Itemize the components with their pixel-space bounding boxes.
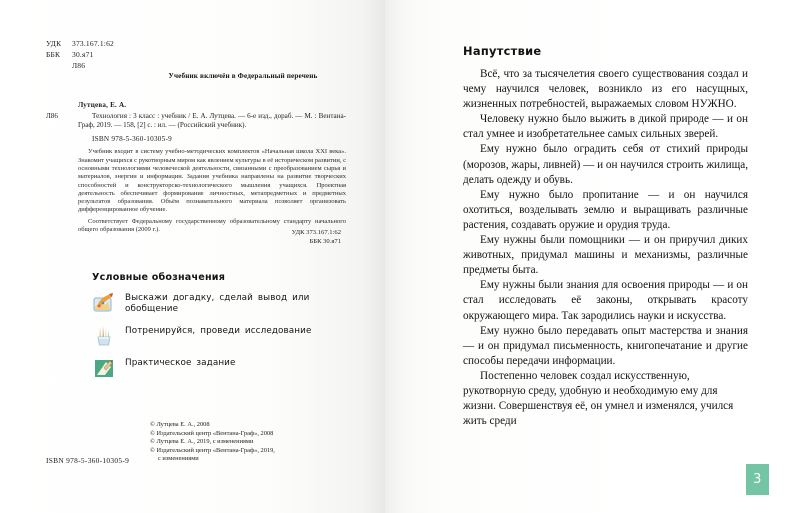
annotation-paragraph: Соответствует Федеральному государственному образовательному стандарту начального общего образования (2009 г.). bbox=[78, 217, 346, 234]
shelf-code-row bbox=[46, 60, 114, 71]
body-paragraph: Постепенно человек создал искусственную, рукотворную среду, удобную и необходимую ему для жизни. Совершенствуя её, он умнел и изменялся, учился жить среди bbox=[463, 369, 734, 428]
classification-codes bbox=[46, 38, 114, 71]
classification-codes-repeat bbox=[292, 228, 341, 246]
body-paragraph: Ему нужно было пропитание — и он научился охотиться, возделывать землю и выращивать различные растения, создавать оружие и орудия труда. bbox=[463, 188, 748, 231]
body-paragraph: Ему нужно было оградить себя от стихий природы (морозов, жары, ливней) — и он научился строить жилища, делать одежду и обувь. bbox=[463, 143, 748, 186]
isbn-bottom: ISBN 978-5-360-10305-9 bbox=[46, 456, 130, 465]
legend-item bbox=[92, 357, 362, 380]
bibliographic-description-text: Технология : 3 класс : учебник / Е. А. Лутцева. — 6-е изд., дораб. — М. : Вентана-Граф, 2019. — 158, [2] с. : ил. — (Российский учебник). bbox=[78, 111, 346, 130]
body-paragraph: Ему нужно было передавать опыт мастерства и знания — и он придумал письменность, книгопечатание и другие способы передачи информации. bbox=[463, 324, 748, 367]
annotation-paragraph: Учебник входит в систему учебно-методических комплектов «Начальная школа XXI века». Знакомит учащихся с рукотворным миром как явлением культуры в её историческом развитии, с основными технологиями человеческой деятельности, связанными с преобразованием сырья и материалов, энергии и информации. Задания учебника направлены на развитие творческих способностей и конструкторско-технологического мышления учащихся. Проектная деятельность обеспечивает формирование личностных, метапредметных и предметных результатов образования. Объём познавательного материала позволяет организовать дифференцированное обучение. bbox=[78, 148, 346, 214]
shelf-code-value: Л86 bbox=[72, 61, 86, 70]
bbk-code-row bbox=[46, 49, 114, 60]
udk-value: 373.167.1:62 bbox=[72, 39, 114, 48]
annotation-block bbox=[78, 148, 346, 234]
copyright-line: © Издательский центр «Вентана-Граф», 2008 bbox=[150, 429, 274, 437]
legend-item bbox=[92, 292, 362, 316]
copyright-line: © Лутцева Е. А., 2008 bbox=[150, 421, 210, 428]
foreword-body bbox=[463, 67, 748, 429]
practical-task-icon bbox=[92, 356, 116, 380]
legend-title: Условные обозначения bbox=[92, 272, 226, 283]
udk-label: УДК bbox=[46, 39, 62, 48]
bibliographic-description bbox=[78, 112, 346, 131]
isbn-line: ISBN 978-5-360-10305-9 bbox=[92, 134, 172, 143]
copyright-block bbox=[150, 421, 275, 464]
bbk-label: ББК bbox=[46, 50, 61, 59]
body-paragraph: Человеку нужно было выжить в дикой природе — и он стал умнее и изобретательнее самых сильных зверей. bbox=[463, 113, 748, 141]
bbk-code-repeat: ББК 30.я71 bbox=[309, 238, 341, 245]
body-paragraph: Ему нужны были знания для освоения природы — и он стал исследовать её законы, открывать красоту окружающего мира. Так зародились науки и искусства. bbox=[463, 279, 748, 322]
brushes-cup-icon bbox=[92, 324, 116, 348]
shelf-mark: Л86 bbox=[46, 111, 58, 120]
body-paragraph: Всё, что за тысячелетия своего существования создал и чему научился человек, возникло из его насущных, жизненных потребностей, выражаемых словом НУЖНО. bbox=[463, 68, 748, 111]
foreword-section bbox=[463, 44, 748, 429]
udk-code-repeat: УДК 373.167.1:62 bbox=[291, 229, 341, 236]
udk-code-row bbox=[46, 38, 114, 49]
right-page bbox=[385, 0, 800, 513]
bibliographic-block bbox=[46, 101, 346, 237]
bibliographic-description-row bbox=[46, 112, 346, 131]
legend-item-label: Потренируйся, проведи исследование bbox=[125, 325, 312, 336]
federal-list-note: Учебник включён в Федеральный перечень bbox=[168, 72, 318, 80]
legend-item bbox=[92, 325, 362, 348]
page-number-badge: 3 bbox=[746, 464, 769, 495]
legend-item-label: Выскажи догадку, сделай вывод или обобщение bbox=[125, 293, 310, 315]
legend-item-label: Практическое задание bbox=[125, 357, 236, 368]
left-page bbox=[0, 0, 385, 513]
bbk-value: 30.я71 bbox=[72, 50, 94, 59]
copyright-line: с изменениями bbox=[158, 455, 199, 463]
legend-section bbox=[92, 272, 362, 389]
author-name: Лутцева, Е. А. bbox=[78, 101, 127, 109]
page-title: Напутствие bbox=[463, 44, 542, 58]
body-paragraph: Ему нужны были помощники — и он приручил диких животных, придумал машины и механизмы, различные предметы быта. bbox=[463, 234, 748, 277]
copyright-line: © Издательский центр «Вентана-Граф», 2019, bbox=[150, 446, 275, 454]
copyright-line: © Лутцева Е. А., 2019, с изменениями bbox=[150, 438, 254, 446]
palette-brush-icon bbox=[92, 291, 116, 315]
